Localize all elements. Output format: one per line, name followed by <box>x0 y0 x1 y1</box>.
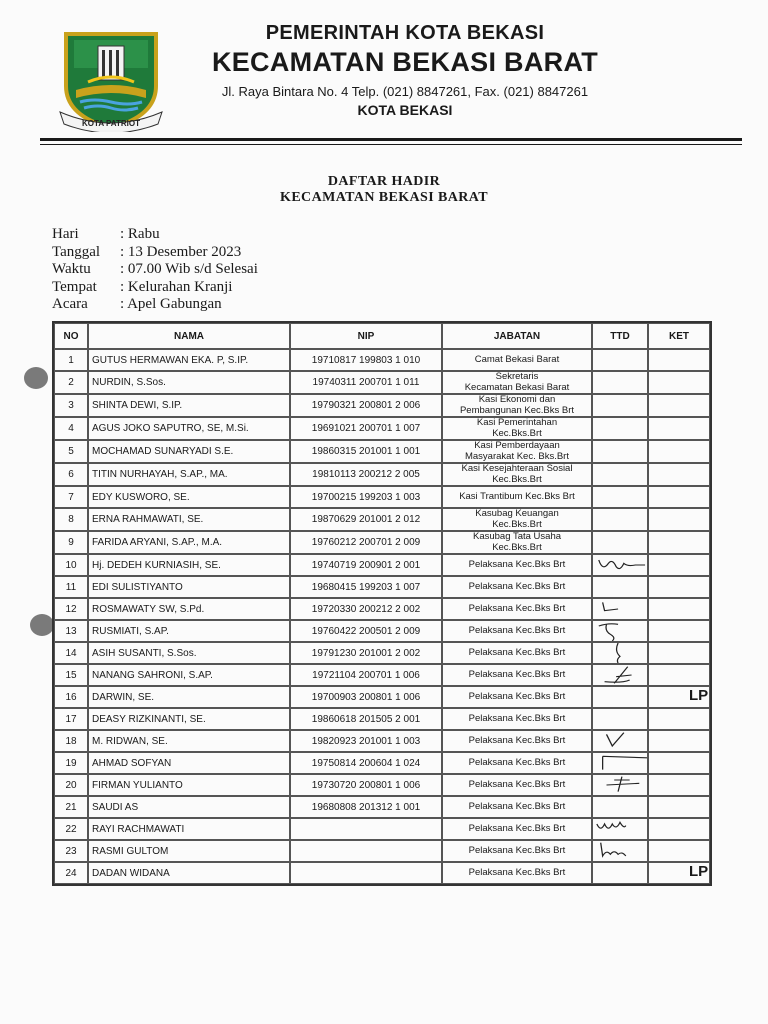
cell-nama: DEASY RIZKINANTI, SE. <box>88 708 290 730</box>
jabatan-line-1: Pelaksana Kec.Bks Brt <box>468 844 566 856</box>
cell-jabatan <box>442 862 592 884</box>
cell-ttd <box>592 840 648 862</box>
cell-no: 6 <box>54 463 88 486</box>
cell-jabatan <box>442 463 592 486</box>
cell-ttd <box>592 730 648 752</box>
cell-ket <box>648 730 710 752</box>
signature-mark <box>593 643 647 663</box>
cell-ket <box>648 394 710 417</box>
signature-mark <box>593 775 647 795</box>
info-value: : 13 Desember 2023 <box>120 243 242 260</box>
cell-ket <box>648 664 710 686</box>
cell-nip: 19860618 201505 2 001 <box>290 708 442 730</box>
jabatan-line-1: Sekretaris <box>495 371 539 382</box>
jabatan-line-1: Pelaksana Kec.Bks Brt <box>468 778 566 790</box>
info-row <box>52 226 258 244</box>
cell-nip: 19680415 199203 1 007 <box>290 576 442 598</box>
jabatan-line-1: Kasi Kesejahteraan Sosial <box>461 463 573 474</box>
cell-no: 14 <box>54 642 88 664</box>
jabatan-line-1: Pelaksana Kec.Bks Brt <box>468 580 566 592</box>
cell-ttd <box>592 774 648 796</box>
cell-ket <box>648 840 710 862</box>
cell-ttd <box>592 818 648 840</box>
table-row <box>54 531 710 554</box>
table-header-row <box>54 323 710 349</box>
cell-ket <box>648 774 710 796</box>
cell-nama: NURDIN, S.Sos. <box>88 371 290 394</box>
header-rule-thick <box>40 138 742 141</box>
government-name: PEMERINTAH KOTA BEKASI <box>265 22 545 44</box>
cell-no: 20 <box>54 774 88 796</box>
cell-nama: RASMI GULTOM <box>88 840 290 862</box>
cell-nip: 19760212 200701 2 009 <box>290 531 442 554</box>
cell-ttd <box>592 440 648 463</box>
attendance-table <box>52 321 712 886</box>
info-label: Acara <box>52 296 88 312</box>
jabatan-line-1: Kasi Ekonomi dan <box>478 394 556 405</box>
logo-motto: KOTA PATRIOT <box>82 119 140 128</box>
cell-ttd <box>592 862 648 884</box>
cell-no: 16 <box>54 686 88 708</box>
signature-mark <box>593 731 647 751</box>
cell-ket <box>648 440 710 463</box>
table-row <box>54 440 710 463</box>
cell-jabatan <box>442 796 592 818</box>
cell-nama: ROSMAWATY SW, S.Pd. <box>88 598 290 620</box>
cell-ket <box>648 862 710 884</box>
cell-jabatan <box>442 752 592 774</box>
cell-no: 4 <box>54 417 88 440</box>
cell-nip: 19810113 200212 2 005 <box>290 463 442 486</box>
cell-no: 8 <box>54 508 88 531</box>
cell-ket <box>648 620 710 642</box>
col-header-no: NO <box>54 323 88 349</box>
table-row <box>54 730 710 752</box>
cell-jabatan <box>442 730 592 752</box>
jabatan-line-1: Pelaksana Kec.Bks Brt <box>468 734 566 746</box>
cell-jabatan <box>442 349 592 371</box>
cell-ttd <box>592 576 648 598</box>
cell-nip: 19721104 200701 1 006 <box>290 664 442 686</box>
doc-subtitle: KECAMATAN BEKASI BARAT <box>280 190 488 205</box>
cell-nama: AGUS JOKO SAPUTRO, SE, M.Si. <box>88 417 290 440</box>
cell-jabatan <box>442 620 592 642</box>
cell-no: 5 <box>54 440 88 463</box>
table-row <box>54 508 710 531</box>
cell-jabatan <box>442 371 592 394</box>
cell-nama: ERNA RAHMAWATI, SE. <box>88 508 290 531</box>
cell-jabatan <box>442 440 592 463</box>
jabatan-line-1: Pelaksana Kec.Bks Brt <box>468 756 566 768</box>
cell-no: 17 <box>54 708 88 730</box>
cell-jabatan <box>442 774 592 796</box>
district-name: KECAMATAN BEKASI BARAT <box>211 47 599 77</box>
signature-mark <box>593 753 647 773</box>
jabatan-line-1: Pelaksana Kec.Bks Brt <box>468 668 566 680</box>
address-line: Jl. Raya Bintara No. 4 Telp. (021) 8847261, Fax. (021) 8847261 <box>221 84 589 99</box>
cell-ket <box>648 752 710 774</box>
cell-nip: 19680808 201312 1 001 <box>290 796 442 818</box>
cell-nama: RUSMIATI, S.AP. <box>88 620 290 642</box>
cell-nip: 19710817 199803 1 010 <box>290 349 442 371</box>
cell-no: 15 <box>54 664 88 686</box>
letterhead <box>180 22 630 118</box>
table-row <box>54 371 710 394</box>
info-label: Hari <box>52 226 79 242</box>
col-header-nip: NIP <box>290 323 442 349</box>
cell-no: 12 <box>54 598 88 620</box>
table-row <box>54 686 710 708</box>
table-row <box>54 486 710 508</box>
signature-mark <box>593 599 647 619</box>
cell-jabatan <box>442 686 592 708</box>
cell-ket <box>648 531 710 554</box>
cell-no: 24 <box>54 862 88 884</box>
table-row <box>54 576 710 598</box>
cell-jabatan <box>442 576 592 598</box>
ket-note: LP <box>689 863 709 880</box>
cell-nip: 19820923 201001 1 003 <box>290 730 442 752</box>
cell-no: 9 <box>54 531 88 554</box>
cell-nama: FIRMAN YULIANTO <box>88 774 290 796</box>
cell-ket <box>648 417 710 440</box>
table-row <box>54 463 710 486</box>
cell-ttd <box>592 486 648 508</box>
info-value: : Apel Gabungan <box>120 296 222 312</box>
cell-ket <box>648 349 710 371</box>
cell-jabatan <box>442 642 592 664</box>
cell-nama: M. RIDWAN, SE. <box>88 730 290 752</box>
col-header-ttd: TTD <box>592 323 648 349</box>
table-row <box>54 818 710 840</box>
cell-nama: ASIH SUSANTI, S.Sos. <box>88 642 290 664</box>
cell-nip: 19790321 200801 2 006 <box>290 394 442 417</box>
signature-mark <box>593 555 647 575</box>
col-header-nama: NAMA <box>88 323 290 349</box>
city-name: KOTA BEKASI <box>357 102 453 118</box>
jabatan-line-2: Kec.Bks.Brt <box>492 473 542 485</box>
cell-ket <box>648 818 710 840</box>
cell-nip: 19750814 200604 1 024 <box>290 752 442 774</box>
cell-nama: NANANG SAHRONI, S.AP. <box>88 664 290 686</box>
jabatan-line-2: Kecamatan Bekasi Barat <box>464 381 570 393</box>
cell-jabatan <box>442 508 592 531</box>
cell-nama: DARWIN, SE. <box>88 686 290 708</box>
info-label: Tanggal <box>52 243 101 260</box>
cell-nama: DADAN WIDANA <box>88 862 290 884</box>
cell-ket <box>648 642 710 664</box>
cell-nip: 19791230 201001 2 002 <box>290 642 442 664</box>
cell-jabatan <box>442 531 592 554</box>
cell-ttd <box>592 642 648 664</box>
cell-nama: EDY KUSWORO, SE. <box>88 486 290 508</box>
cell-nama: RAYI RACHMAWATI <box>88 818 290 840</box>
cell-ttd <box>592 708 648 730</box>
cell-nama: EDI SULISTIYANTO <box>88 576 290 598</box>
punch-hole-top <box>24 367 48 389</box>
jabatan-line-2: Kec.Bks.Brt <box>492 518 542 530</box>
cell-nip: 19760422 200501 2 009 <box>290 620 442 642</box>
cell-jabatan <box>442 417 592 440</box>
header-rule-thin <box>40 144 742 145</box>
cell-ttd <box>592 796 648 818</box>
info-row <box>52 296 258 314</box>
cell-ttd <box>592 664 648 686</box>
cell-jabatan <box>442 664 592 686</box>
jabatan-line-1: Pelaksana Kec.Bks Brt <box>468 646 566 658</box>
ket-note: LP <box>689 687 709 704</box>
cell-ttd <box>592 620 648 642</box>
table-row <box>54 554 710 576</box>
cell-nama: AHMAD SOFYAN <box>88 752 290 774</box>
cell-nip: 19870629 201001 2 012 <box>290 508 442 531</box>
cell-ket <box>648 554 710 576</box>
cell-no: 21 <box>54 796 88 818</box>
punch-hole-bottom <box>30 614 54 636</box>
cell-jabatan <box>442 554 592 576</box>
cell-ttd <box>592 752 648 774</box>
kota-bekasi-logo <box>58 28 164 132</box>
info-value: : 07.00 Wib s/d Selesai <box>120 261 258 277</box>
cell-ttd <box>592 508 648 531</box>
table-row <box>54 664 710 686</box>
cell-no: 18 <box>54 730 88 752</box>
cell-ket <box>648 463 710 486</box>
jabatan-line-1: Pelaksana Kec.Bks Brt <box>468 800 566 812</box>
jabatan-line-1: Kasi Pemerintahan <box>476 417 558 428</box>
signature-mark <box>593 665 647 685</box>
jabatan-line-1: Pelaksana Kec.Bks Brt <box>468 624 566 636</box>
cell-nip: 19730720 200801 1 006 <box>290 774 442 796</box>
cell-no: 2 <box>54 371 88 394</box>
table-row <box>54 840 710 862</box>
table-row <box>54 417 710 440</box>
cell-ttd <box>592 531 648 554</box>
cell-nama: FARIDA ARYANI, S.AP., M.A. <box>88 531 290 554</box>
cell-ttd <box>592 417 648 440</box>
table-row <box>54 752 710 774</box>
table-row <box>54 642 710 664</box>
jabatan-line-1: Kasi Trantibum Kec.Bks Brt <box>459 490 575 502</box>
info-value: : Kelurahan Kranji <box>120 278 233 295</box>
cell-no: 22 <box>54 818 88 840</box>
cell-jabatan <box>442 708 592 730</box>
cell-nip: 19740719 200901 2 001 <box>290 554 442 576</box>
jabatan-line-2: Kec.Bks.Brt <box>492 541 542 553</box>
cell-no: 3 <box>54 394 88 417</box>
jabatan-line-1: Kasubag Tata Usaha <box>472 531 562 542</box>
cell-ttd <box>592 686 648 708</box>
cell-no: 10 <box>54 554 88 576</box>
cell-nip: 19700215 199203 1 003 <box>290 486 442 508</box>
table-row <box>54 796 710 818</box>
jabatan-line-2: Masyarakat Kec. Bks.Brt <box>464 450 569 462</box>
table-row <box>54 774 710 796</box>
meeting-info <box>52 226 258 314</box>
cell-nama: GUTUS HERMAWAN EKA. P, S.IP. <box>88 349 290 371</box>
info-row <box>52 279 258 297</box>
doc-title: DAFTAR HADIR <box>327 174 441 189</box>
cell-nama: SHINTA DEWI, S.IP. <box>88 394 290 417</box>
cell-nip <box>290 862 442 884</box>
cell-jabatan <box>442 486 592 508</box>
jabatan-line-1: Pelaksana Kec.Bks Brt <box>468 602 566 614</box>
cell-ket <box>648 508 710 531</box>
jabatan-line-1: Pelaksana Kec.Bks Brt <box>468 690 566 702</box>
jabatan-line-1: Kasubag Keuangan <box>475 508 559 519</box>
jabatan-line-1: Camat Bekasi Barat <box>474 353 560 365</box>
cell-ket <box>648 598 710 620</box>
cell-nama: MOCHAMAD SUNARYADI S.E. <box>88 440 290 463</box>
cell-no: 7 <box>54 486 88 508</box>
cell-nama: Hj. DEDEH KURNIASIH, SE. <box>88 554 290 576</box>
cell-ttd <box>592 371 648 394</box>
cell-nip: 19720330 200212 2 002 <box>290 598 442 620</box>
cell-jabatan <box>442 598 592 620</box>
cell-nip <box>290 840 442 862</box>
cell-ttd <box>592 598 648 620</box>
cell-no: 11 <box>54 576 88 598</box>
cell-ttd <box>592 394 648 417</box>
info-value: : Rabu <box>120 226 160 242</box>
table-row <box>54 620 710 642</box>
table-row <box>54 598 710 620</box>
cell-no: 19 <box>54 752 88 774</box>
cell-ket <box>648 486 710 508</box>
jabatan-line-1: Kasi Pemberdayaan <box>474 440 560 451</box>
cell-nip: 19700903 200801 1 006 <box>290 686 442 708</box>
info-label: Waktu <box>52 261 91 277</box>
cell-nip: 19860315 201001 1 001 <box>290 440 442 463</box>
signature-mark <box>593 841 647 861</box>
cell-jabatan <box>442 840 592 862</box>
cell-ket <box>648 796 710 818</box>
jabatan-line-2: Kec.Bks.Brt <box>492 427 542 439</box>
cell-jabatan <box>442 818 592 840</box>
cell-nip: 19691021 200701 1 007 <box>290 417 442 440</box>
info-row <box>52 244 258 262</box>
cell-jabatan <box>442 394 592 417</box>
signature-mark <box>593 621 647 641</box>
signature-mark <box>593 819 647 839</box>
table-row <box>54 862 710 884</box>
cell-ttd <box>592 349 648 371</box>
cell-nip: 19740311 200701 1 011 <box>290 371 442 394</box>
cell-no: 1 <box>54 349 88 371</box>
cell-nip <box>290 818 442 840</box>
cell-no: 13 <box>54 620 88 642</box>
jabatan-line-1: Pelaksana Kec.Bks Brt <box>468 558 566 570</box>
cell-nama: SAUDI AS <box>88 796 290 818</box>
jabatan-line-1: Pelaksana Kec.Bks Brt <box>468 822 566 834</box>
cell-nama: TITIN NURHAYAH, S.AP., MA. <box>88 463 290 486</box>
info-label: Tempat <box>52 278 97 295</box>
cell-no: 23 <box>54 840 88 862</box>
table-row <box>54 708 710 730</box>
cell-ttd <box>592 554 648 576</box>
table-row <box>54 394 710 417</box>
col-header-jabatan: JABATAN <box>442 323 592 349</box>
col-header-ket: KET <box>648 323 710 349</box>
cell-ket <box>648 576 710 598</box>
cell-ket <box>648 686 710 708</box>
jabatan-line-1: Pelaksana Kec.Bks Brt <box>468 866 566 878</box>
table-row <box>54 349 710 371</box>
jabatan-line-2: Pembangunan Kec.Bks Brt <box>459 404 575 416</box>
info-row <box>52 261 258 279</box>
jabatan-line-1: Pelaksana Kec.Bks Brt <box>468 712 566 724</box>
cell-ttd <box>592 463 648 486</box>
cell-ket <box>648 708 710 730</box>
cell-ket <box>648 371 710 394</box>
